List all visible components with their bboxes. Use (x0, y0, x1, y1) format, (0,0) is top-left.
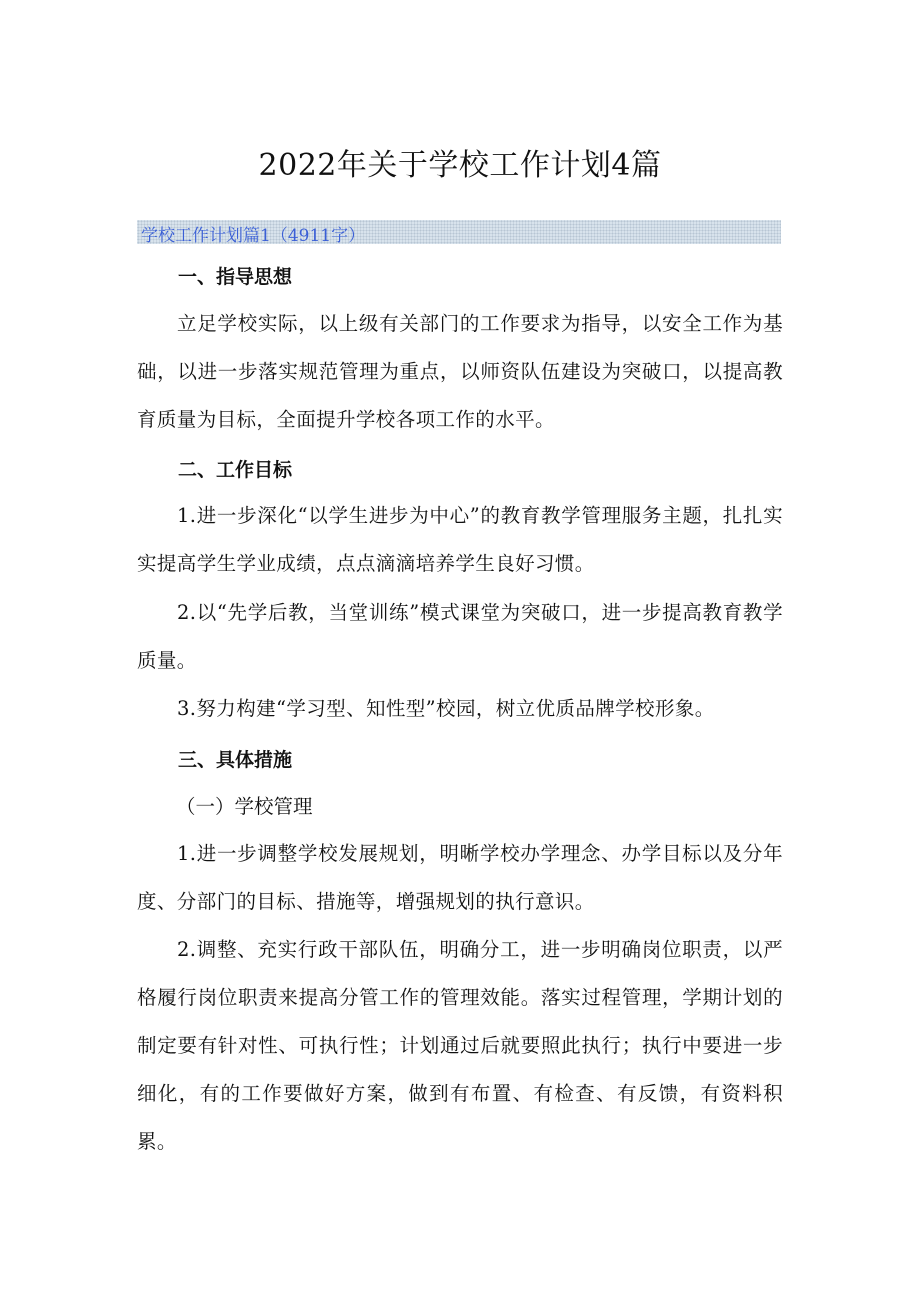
paragraph-guiding-ideology: 立足学校实际，以上级有关部门的工作要求为指导，以安全工作为基础，以进一步落实规范管理为重点，以师资队伍建设为突破口，以提高教育质量为目标，全面提升学校各项工作的水平。 (137, 312, 783, 431)
paragraph-measure-2: 2.调整、充实行政干部队伍，明确分工，进一步明确岗位职责，以严格履行岗位职责来提高分管工作的管理效能。落实过程管理，学期计划的制定要有针对性、可执行性；计划通过后就要照此执行；执行中要进一步细化，有的工作要做好方案，做到有布置、有检查、有反馈，有资料积累。 (137, 938, 783, 1153)
heading-guiding-ideology: 一、指导思想 (178, 266, 293, 288)
heading-specific-measures: 三、具体措施 (178, 749, 293, 771)
section-header-bar (137, 220, 781, 244)
document-title: 2022年关于学校工作计划4篇 (258, 148, 662, 183)
paragraph-measure-1: 1.进一步调整学校发展规划，明晰学校办学理念、办学目标以及分年度、分部门的目标、措施等，增强规划的执行意识。 (137, 842, 783, 913)
heading-work-goals: 二、工作目标 (178, 459, 293, 481)
paragraph-goal-2: 2.以“先学后教，当堂训练”模式课堂为突破口，进一步提高教育教学质量。 (137, 601, 783, 672)
paragraph-goal-1: 1.进一步深化“以学生进步为中心”的教育教学管理服务主题，扎扎实实提高学生学业成绩，点点滴滴培养学生良好习惯。 (137, 504, 783, 575)
paragraph-goal-3: 3.努力构建“学习型、知性型”校园，树立优质品牌学校形象。 (177, 697, 715, 720)
section-header-text: 学校工作计划篇1（4911字） (141, 226, 366, 246)
subheading-school-management: （一）学校管理 (176, 795, 313, 818)
